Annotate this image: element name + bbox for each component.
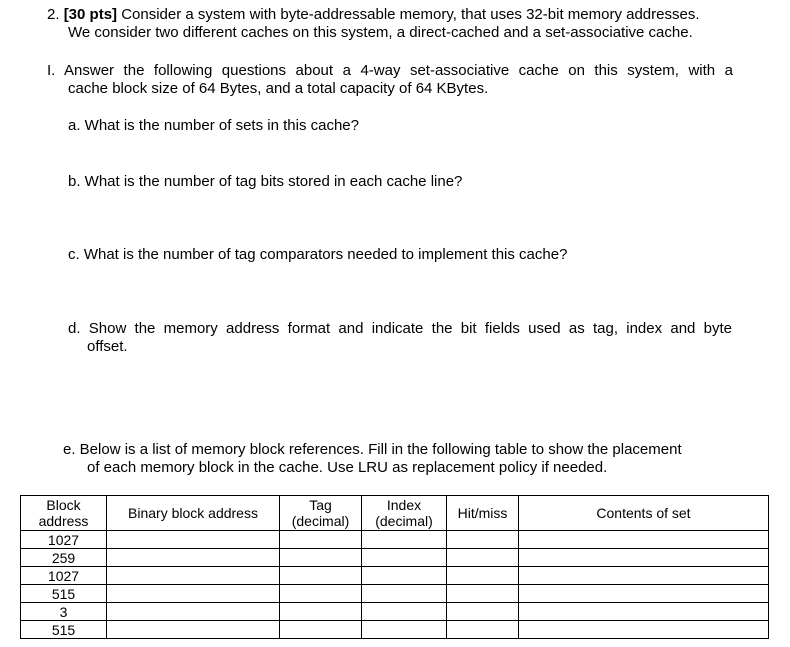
hit-miss-cell[interactable] [447, 621, 519, 639]
index-cell[interactable] [362, 585, 447, 603]
index-cell[interactable] [362, 567, 447, 585]
table-row [21, 567, 769, 585]
part1-text: Answer the following questions about a 4-way set-associative cache on this system, with a [64, 62, 733, 79]
hit-miss-cell[interactable] [447, 603, 519, 621]
header-tag: Tag (decimal) [280, 496, 362, 531]
block-address-cell: 515 [21, 585, 107, 603]
index-cell[interactable] [362, 549, 447, 567]
block-address-cell: 1027 [21, 531, 107, 549]
binary-address-cell[interactable] [107, 621, 280, 639]
question-points: [30 pts] [63, 6, 118, 23]
block-address-cell: 515 [21, 621, 107, 639]
binary-address-cell[interactable] [107, 549, 280, 567]
contents-cell[interactable] [519, 621, 769, 639]
hit-miss-cell[interactable] [447, 567, 519, 585]
table-row [21, 621, 769, 639]
header-contents-of-set: Contents of set [519, 496, 769, 531]
part1-line2: cache block size of 64 Bytes, and a total capacity of 64 KBytes. [68, 80, 489, 97]
binary-address-cell[interactable] [107, 603, 280, 621]
question-intro-text: Consider a system with byte-addressable memory, that uses 32-bit memory addresses. [121, 6, 700, 23]
index-cell[interactable] [362, 531, 447, 549]
subquestion-b: b. What is the number of tag bits stored in each cache line? [68, 173, 463, 190]
part1-line1 [47, 62, 733, 80]
block-reference-table [20, 495, 769, 639]
tag-cell[interactable] [280, 585, 362, 603]
subquestion-a: a. What is the number of sets in this cache? [68, 117, 359, 134]
table-row [21, 603, 769, 621]
hit-miss-cell[interactable] [447, 549, 519, 567]
subquestion-d-line2: offset. [87, 338, 128, 355]
question-number: 2. [47, 6, 60, 23]
contents-cell[interactable] [519, 531, 769, 549]
question-intro-line2: We consider two different caches on this system, a direct-cached and a set-associative cache. [68, 24, 693, 41]
contents-cell[interactable] [519, 567, 769, 585]
table-row [21, 549, 769, 567]
hit-miss-cell[interactable] [447, 531, 519, 549]
block-address-cell: 3 [21, 603, 107, 621]
subquestion-d-line1: d. Show the memory address format and indicate the bit fields used as tag, index and byte [68, 320, 732, 337]
contents-cell[interactable] [519, 585, 769, 603]
tag-cell[interactable] [280, 567, 362, 585]
header-binary-block-address: Binary block address [107, 496, 280, 531]
header-hit-miss: Hit/miss [447, 496, 519, 531]
binary-address-cell[interactable] [107, 531, 280, 549]
block-address-cell: 259 [21, 549, 107, 567]
contents-cell[interactable] [519, 603, 769, 621]
subquestion-e-line2: of each memory block in the cache. Use LRU as replacement policy if needed. [87, 459, 608, 476]
table-row [21, 585, 769, 603]
part1-label: I. [47, 62, 56, 79]
table-header-row [21, 496, 769, 531]
question-intro-line1 [47, 6, 700, 24]
table-row [21, 531, 769, 549]
subquestion-c: c. What is the number of tag comparators needed to implement this cache? [68, 246, 568, 263]
header-index: Index (decimal) [362, 496, 447, 531]
hit-miss-cell[interactable] [447, 585, 519, 603]
header-block-address: Block address [21, 496, 107, 531]
tag-cell[interactable] [280, 621, 362, 639]
binary-address-cell[interactable] [107, 585, 280, 603]
tag-cell[interactable] [280, 549, 362, 567]
subquestion-e-line1: e. Below is a list of memory block references. Fill in the following table to show the placement [63, 441, 682, 458]
tag-cell[interactable] [280, 531, 362, 549]
contents-cell[interactable] [519, 549, 769, 567]
tag-cell[interactable] [280, 603, 362, 621]
block-address-cell: 1027 [21, 567, 107, 585]
index-cell[interactable] [362, 621, 447, 639]
index-cell[interactable] [362, 603, 447, 621]
binary-address-cell[interactable] [107, 567, 280, 585]
